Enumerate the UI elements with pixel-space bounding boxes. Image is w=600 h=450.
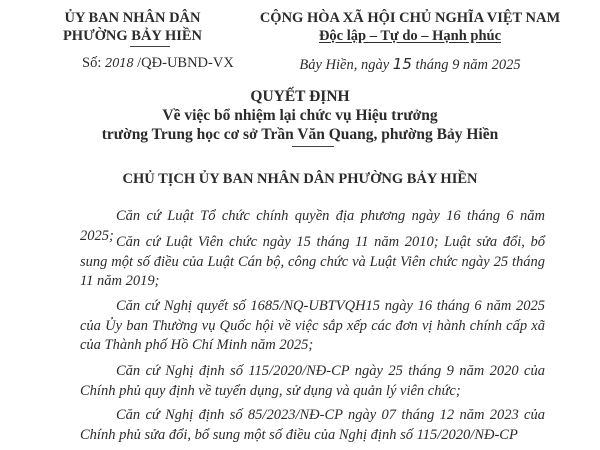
document-number xyxy=(82,55,234,72)
issue-date-suffix: tháng 9 năm 2025 xyxy=(411,57,521,73)
authority-heading: CHỦ TỊCH ỦY BAN NHÂN DÂN PHƯỜNG BẢY HIỀN xyxy=(122,171,478,187)
decision-subject-line1: Về việc bổ nhiệm lại chức vụ Hiệu trưởng xyxy=(162,107,438,124)
citation-paragraph xyxy=(80,233,545,292)
issue-date-prefix: Bảy Hiền, ngày xyxy=(299,57,393,73)
national-motto xyxy=(245,28,575,45)
issuing-agency-line2: PHƯỜNG BẢY HIỀN xyxy=(62,28,203,44)
agency-underline-divider xyxy=(130,46,170,47)
citation-text: Căn cứ Luật Tổ chức chính quyền địa phương ngày 16 tháng 6 năm 2025; xyxy=(80,208,545,244)
subject-underline-divider xyxy=(292,146,334,147)
national-motto-text: Độc lập – Tự do – Hạnh phúc xyxy=(318,28,502,44)
citation-text: Căn cứ Nghị định số 115/2020/NĐ-CP ngày 25 tháng 9 năm 2020 của Chính phủ quy định về tuyển dụng, sử dụng và quản lý viên chức; xyxy=(80,363,545,399)
issuing-agency-line1: ỦY BAN NHÂN DÂN xyxy=(64,10,201,26)
issue-date-day-handwritten: 15 xyxy=(392,55,412,73)
citation-text: Căn cứ Nghị định số 85/2023/NĐ-CP ngày 07 tháng 12 năm 2023 của Chính phủ sửa đổi, bổ sung một số điều của Nghị định số 115/2020/NĐ-CP xyxy=(80,407,545,443)
document-number-handwritten: 2018 xyxy=(104,56,134,70)
decision-title: QUYẾT ĐỊNH xyxy=(250,88,350,105)
document-number-prefix: Số: xyxy=(82,55,105,71)
issue-date xyxy=(245,55,575,74)
decision-subject-line2: trường Trung học cơ sở Trần Văn Quang, phường Bảy Hiền xyxy=(101,126,499,143)
citation-text: Căn cứ Luật Viên chức ngày 15 tháng 11 năm 2010; Luật sửa đổi, bổ sung một số điều của Luật Cán bộ, công chức và Luật Viên chức ngày 25 tháng 11 năm 2019; xyxy=(80,234,545,289)
citation-paragraph xyxy=(80,406,545,445)
national-title: CỘNG HÒA XÃ HỘI CHỦ NGHĨA VIỆT NAM xyxy=(259,10,561,26)
citation-text: Căn cứ Nghị quyết số 1685/NQ-UBTVQH15 ngày 16 tháng 6 năm 2025 của Ủy ban Thường vụ Quốc hội về việc sắp xếp các đơn vị hành chính cấp xã của Thành phố Hồ Chí Minh năm 2025; xyxy=(80,298,545,353)
document-number-suffix: /QĐ-UBND-VX xyxy=(133,55,234,71)
citation-paragraph xyxy=(80,297,545,356)
citation-paragraph xyxy=(80,362,545,401)
